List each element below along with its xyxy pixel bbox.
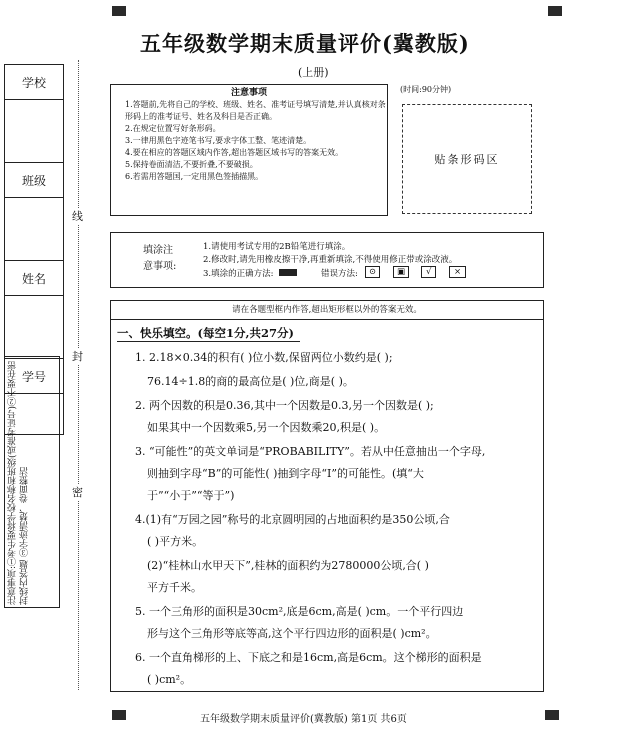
school-field[interactable]	[5, 100, 63, 163]
question-line: 则抽到字母“B”的可能性( )抽到字母“I”的可能性。(填“大	[147, 467, 424, 480]
fill-note-line2: 2.修改时,请先用橡皮擦干净,再重新填涂,不得使用修正带或涂改液。	[203, 255, 458, 265]
fill-note-line1: 1.请使用考试专用的2B铅笔进行填涂。	[203, 242, 351, 252]
fill-note-line3a: 3.填涂的正确方法:	[203, 269, 274, 279]
page-title: 五年级数学期末质量评价(冀教版)	[140, 31, 470, 56]
section-title: 一、快乐填空。(每空1分,共27分)	[117, 325, 300, 342]
fill-note-label2: 意事项:	[143, 261, 177, 272]
answer-area	[110, 300, 544, 692]
fill-note-line3b: 错误方法:	[321, 269, 358, 279]
name-label: 姓名	[5, 261, 63, 296]
page-subtitle: (上册)	[298, 66, 329, 79]
fill-note-box	[110, 232, 544, 288]
side-notes-text: 注意事项:①考生要将学校名称和班级(或准考证号)②不要在密封线内答题 ③字迹清楚、卷面整洁	[8, 360, 30, 605]
page-footer: 五年级数学期末质量评价(冀教版) 第1页 共6页	[200, 714, 407, 725]
question-line: 1. 2.18×0.34的积有( )位小数,保留两位小数约是( );	[135, 351, 393, 364]
question-line: 6. 一个直角梯形的上、下底之和是16cm,高是6cm。这个梯形的面积是	[135, 651, 482, 664]
registration-mark	[545, 710, 559, 720]
class-label: 班级	[5, 163, 63, 198]
notice-item: 1.答题前,先将自己的学校、班级、姓名、准考证号填写清楚,并认真核对条形码上的准考证号、姓名及科目是否正确。	[125, 100, 386, 121]
registration-mark	[112, 710, 126, 720]
name-field[interactable]	[5, 296, 63, 359]
notice-item: 5.保持卷面清洁,不要折叠,不要破损。	[125, 160, 258, 169]
wrong-mark-cross: ×	[449, 266, 466, 278]
notice-item: 6.若需用答题国,一定用黑色签插描黑。	[125, 172, 264, 181]
question-line: 于”“小于”“等于”)	[147, 489, 235, 502]
barcode-area: 贴条形码区	[402, 104, 532, 214]
binding-mark-seal: 封	[72, 350, 83, 363]
question-line: 如果其中一个因数乘5,另一个因数乘20,积是( )。	[147, 421, 386, 434]
school-label: 学校	[5, 65, 63, 100]
binding-mark-line: 线	[72, 210, 83, 223]
question-line: 76.14÷1.8的商的最高位是( )位,商是( )。	[147, 375, 354, 388]
number-label: 学号	[5, 359, 63, 394]
wrong-mark-check: √	[421, 266, 436, 278]
side-notes-box	[4, 356, 60, 608]
question-line: 形与这个三角形等底等高,这个平行四边形的面积是( )cm²。	[147, 627, 437, 640]
notice-list	[111, 99, 387, 183]
fill-note-label1: 填涂注	[143, 245, 173, 256]
question-line: 5. 一个三角形的面积是30cm²,底是6cm,高是( )cm。一个平行四边	[135, 605, 464, 618]
answer-header: 请在各题型框内作答,超出矩形框以外的答案无效。	[111, 301, 543, 320]
wrong-mark-circle: ⊙	[365, 266, 380, 278]
notice-item: 4.要在相应的答题区域内作答,超出答题区域书写的答案无效。	[125, 148, 344, 157]
question-line: 4.(1)有“万园之园”称号的北京圆明园的占地面积约是350公顷,合	[135, 513, 450, 526]
wrong-mark-square: ▣	[393, 266, 409, 278]
notice-item: 2.在规定位置写好条形码。	[125, 124, 221, 133]
question-line: ( )cm²。	[147, 673, 192, 686]
correct-fill-example	[279, 269, 297, 276]
notice-item: 3.一律用黑色字迹笔书写,要求字体工整、笔迹清楚。	[125, 136, 312, 145]
question-line: 平方千米。	[147, 581, 202, 594]
time-limit: (时间:90分钟)	[400, 85, 452, 94]
binding-mark-secret: 密	[72, 486, 83, 499]
question-line: 2. 两个因数的积是0.36,其中一个因数是0.3,另一个因数是( );	[135, 399, 434, 412]
question-line: ( )平方米。	[147, 535, 204, 548]
question-line: 3. “可能性”的英文单词是“PROBABILITY”。若从中任意抽出一个字母,	[135, 445, 486, 458]
class-field[interactable]	[5, 198, 63, 261]
binding-line	[78, 60, 79, 690]
registration-mark	[112, 6, 126, 16]
notice-heading: 注意事项	[230, 88, 267, 98]
notice-box	[110, 84, 388, 216]
registration-mark	[548, 6, 562, 16]
question-line: (2)“桂林山水甲天下”,桂林的面积约为2780000公顷,合( )	[147, 559, 429, 572]
